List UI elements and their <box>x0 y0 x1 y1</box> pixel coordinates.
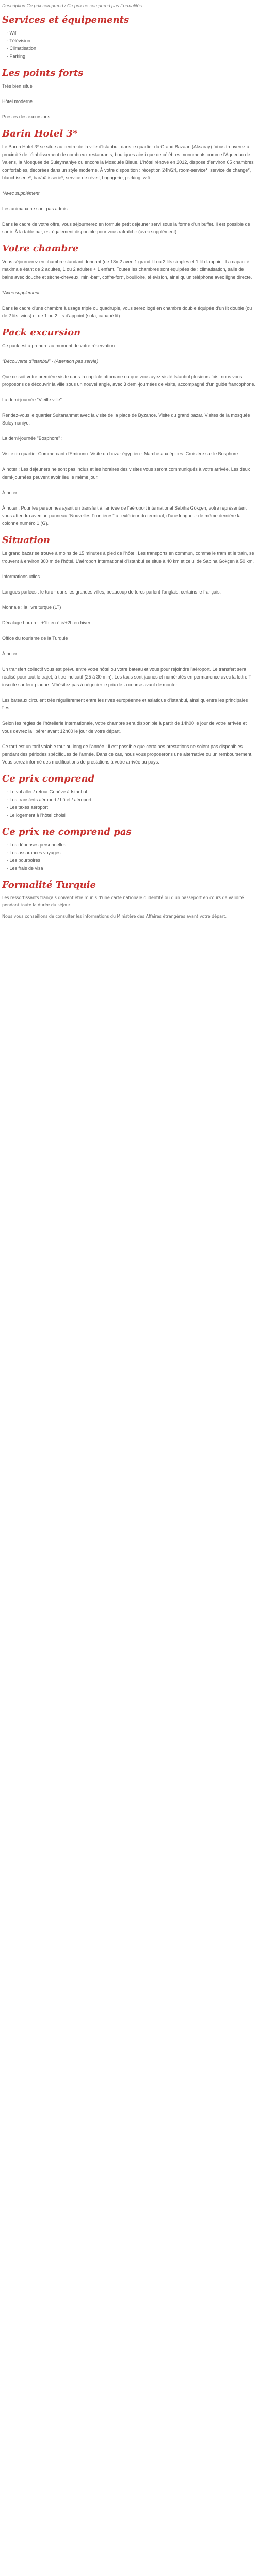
offer-description <box>0 0 258 934</box>
paragraph: *Avec supplément <box>2 290 40 295</box>
list-item: - Les transferts aéroport / hôtel / aéroport <box>7 796 256 804</box>
prix-non-comprend-title: Ce prix ne comprend pas <box>2 826 132 837</box>
list-item: - Les pourboires <box>7 857 256 865</box>
paragraph: Prestes des excursions <box>2 114 51 120</box>
section-formalites <box>2 880 256 920</box>
section-hotel <box>2 129 256 236</box>
section-chambre <box>2 244 256 320</box>
hotel-title: Barin Hotel 3* <box>2 128 78 139</box>
paragraph: Décalage horaire : +1h en été/+2h en hiver <box>2 620 91 625</box>
section-prix-non-comprend <box>2 827 256 872</box>
paragraph: Ce pack est à prendre au moment de votre réservation. <box>2 343 116 348</box>
points-forts-title: Les points forts <box>2 67 84 78</box>
paragraph: "Découverte d'Istanbul" - (Attention pas servie) <box>2 359 99 364</box>
list-item: - Les taxes aéroport <box>7 804 256 811</box>
section-prix-comprend <box>2 774 256 819</box>
pack-title: Pack excursion <box>2 327 81 338</box>
list-item: - Les dépenses personnelles <box>7 841 256 849</box>
paragraph: Les animaux ne sont pas admis. <box>2 206 69 211</box>
services-list <box>2 29 256 60</box>
paragraph: Très bien situé <box>2 83 33 89</box>
paragraph: Dans le cadre de votre offre, vous séjournerez en formule petit déjeuner servi sous la forme d'un buffet. Il est possible de sortir. À la table bar, est également disponible pour vous rafraîchir (avec supplément). <box>2 222 250 234</box>
formalites-title: Formalité Turquie <box>2 879 96 890</box>
paragraph: *Avec supplément <box>2 191 40 196</box>
paragraph: Visite du quartier Commercant d'Eminonu. Visite du bazar égyptien - Marché aux épices. Croisière sur le Bosphore. <box>2 451 239 456</box>
list-item: - Les assurances voyages <box>7 849 256 857</box>
paragraph: Langues parlées : le turc - dans les grandes villes, beaucoup de turcs parlent l'anglais, certains le français. <box>2 589 221 595</box>
list-item: - Le logement à l'hôtel choisi <box>7 811 256 819</box>
paragraph: Le grand bazar se trouve à moins de 15 minutes à pied de l'hôtel. Les transports en commun, comme le tram et le train, se trouvent à environ 300 m de l'hôtel. L'aéroport international d'Istanbul se situe à 40 km et celui de Sabiha Gokçen à 50 km. <box>2 551 254 564</box>
paragraph: À noter : Les déjeuners ne sont pas inclus et les horaires des visites vous seront communiqués à votre arrivée. Les deux demi-journées peuvent avoir lieu le même jour. <box>2 467 250 480</box>
paragraph: Les bateaux circulent très régulièrement entre les rives européenne et asiatique d'Istanbul, ainsi qu'entre les principales îles. <box>2 698 248 710</box>
paragraph: Monnaie : la livre turque (LT) <box>2 605 61 610</box>
list-item: - Parking <box>7 53 256 60</box>
paragraph: La demi-journée "Bosphore" : <box>2 436 63 441</box>
paragraph: Selon les règles de l'hôtellerie internationale, votre chambre sera disponible à partir de 14h00 le jour de votre arrivée et vous devrez la libérer avant 12h00 le jour de votre départ. <box>2 721 247 734</box>
paragraph: À noter <box>2 651 18 656</box>
paragraph: Nous vous conseillons de consulter les informations du Ministère des Affaires étrangères avant votre départ. <box>2 914 227 919</box>
paragraph: Vous séjournerez en chambre standard donnant (de 18m2 avec 1 grand lit ou 2 lits simples et 1 lit d'appoint. La capacité maximale étant de 2 adultes, 1 ou 2 adultes + 1 enfant. Toutes les chambres sont équipées de : climatisation, salle de bains avec douche et sèche-cheveux, mini-bar*, coffre-fort*, bouilloire, télévision, ainsi qu'un téléphone avec ligne directe. <box>2 259 252 280</box>
list-item: - Climatisation <box>7 45 256 53</box>
paragraph: La demi-journée "Vieille ville" : <box>2 397 64 402</box>
chambre-title: Votre chambre <box>2 243 79 254</box>
list-item: - Les frais de visa <box>7 865 256 872</box>
list-item: - Wifi <box>7 29 256 37</box>
prix-comprend-title: Ce prix comprend <box>2 773 95 784</box>
paragraph: Informations utiles <box>2 574 40 579</box>
paragraph: Un transfert collectif vous est prévu entre votre hôtel ou votre bateau et vous pour rejoindre l'aéroport. Le transfert sera réalisé pour tout le trajet, à titre indicatif (25 à 30 min). Les taxis sont jaunes et numérotés en permanence avec la lettre T inscrite sur leur plaque. N'hésitez pas à négocier le prix de la course avant de monter. <box>2 667 251 687</box>
situation-title: Situation <box>2 535 51 546</box>
prix-comprend-list <box>2 788 256 819</box>
section-points-forts <box>2 68 256 121</box>
section-services <box>2 15 256 60</box>
list-item: - Le vol aller / retour Genève à Istanbul <box>7 788 256 796</box>
paragraph: À noter : Pour les personnes ayant un transfert à l'arrivée de l'aéroport international Sabiha Gökçen, votre représentant vous attendra avec un panneau "Nouvelles Frontières" à l'extérieur du terminal, d'une longueur de même dernière la colonne numéro 1 (G). <box>2 505 247 526</box>
section-pack <box>2 328 256 528</box>
prix-non-comprend-list <box>2 841 256 872</box>
section-situation <box>2 535 256 766</box>
paragraph: Office du tourisme de la Turquie <box>2 636 68 641</box>
list-item: - Télévision <box>7 37 256 45</box>
paragraph: Que ce soit votre première visite dans la capitale ottomane ou que vous ayez visité Istanbul plusieurs fois, nous vous proposons de découvrir la ville sous un nouvel angle, avec 3 demi-journées de visite, accompagné d'un guide francophone. <box>2 374 256 387</box>
paragraph: Ce tarif est un tarif valable tout au long de l'année : il est possible que certaines prestations ne soient pas disponibles pendant des périodes spécifiques de l'année. Dans ce cas, nous vous proposerons une alternative ou un remboursement. Vous serez informé des modifications de prestations à votre arrivée au pays. <box>2 744 253 765</box>
paragraph: Hôtel moderne <box>2 99 33 104</box>
paragraph: Le Baron Hotel 3* se situe au centre de la ville d'Istanbul, dans le quartier du Grand Bazaar. (Aksaray). Vous trouverez à proximité de l'établissement de nombreux restaurants, boutiques ainsi que de célèbres monuments comme l'Aqueduc de Valens, la Mosquée de Suleymaniye ou encore la Mosquée Bleue. L'hôtel rénové en 2012, dispose d'environ 65 chambres confortables, décorées dans un style moderne. À votre disposition : réception 24h/24, room-service*, service de change*, blanchisserie*, bar/pâtisserie*, service de réveil, bagagerie, parking, wifi. <box>2 144 254 180</box>
services-title: Services et équipements <box>2 14 130 25</box>
paragraph: À noter <box>2 490 18 495</box>
paragraph: Les ressortissants français doivent être munis d'une carte nationale d'identité ou d'un passeport en cours de validité pendant toute la durée du séjour. <box>2 895 244 907</box>
breadcrumb: Description Ce prix comprend / Ce prix ne comprend pas Formalités <box>2 3 142 8</box>
paragraph: Rendez-vous le quartier Sultanahmet avec la visite de la place de Byzance. Visite du grand bazar. Visites de la mosquée Suleymaniye. <box>2 413 250 426</box>
paragraph: Dans le cadre d'une chambre à usage triple ou quadruple, vous serez logé en chambre double équipée d'un lit double (ou de 2 lits twins) et de 1 ou 2 lits d'appoint (sofa, canapé lit). <box>2 306 252 318</box>
